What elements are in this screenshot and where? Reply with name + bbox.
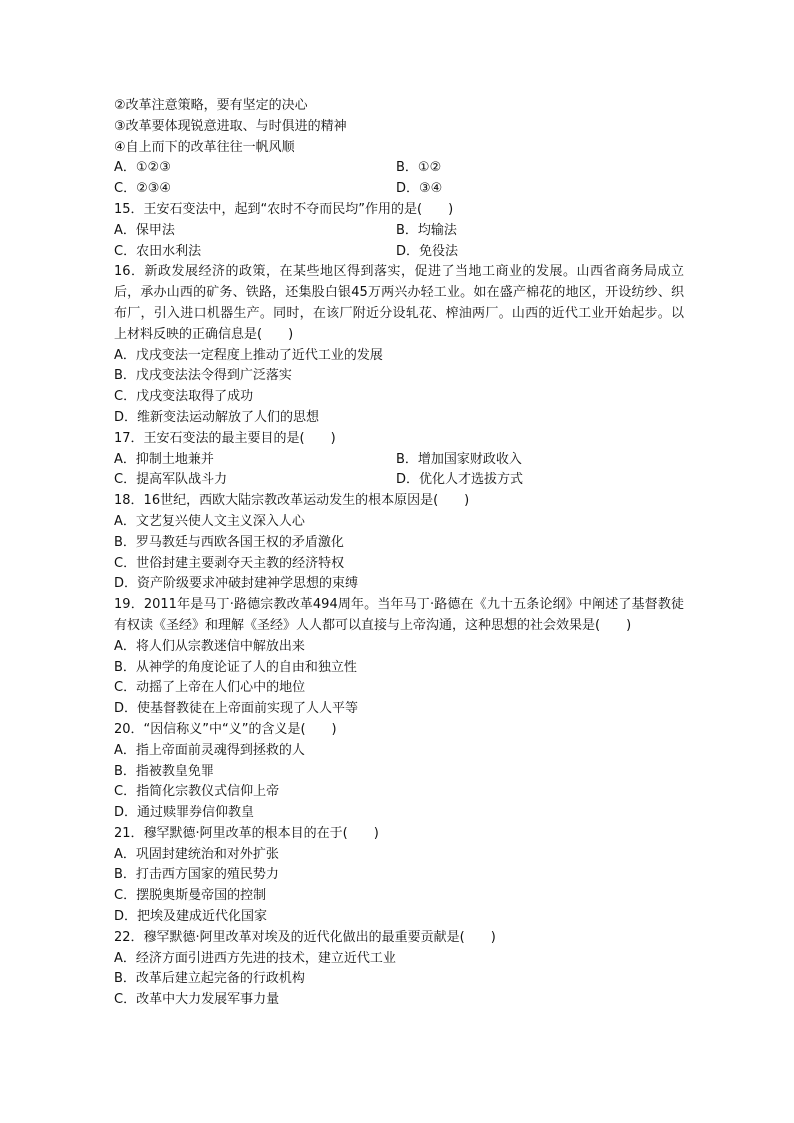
option-b: B．戊戌变法法令得到广泛落实	[114, 368, 292, 384]
option-row	[114, 242, 684, 263]
question-20-stem: 20．“因信称义”中“义”的含义是( )	[114, 721, 337, 737]
question-18-stem: 18．16世纪，西欧大陆宗教改革运动发生的根本原因是( )	[114, 493, 470, 509]
option-d: D．维新变法运动解放了人们的思想	[114, 409, 320, 425]
option-b: B．改革后建立起完备的行政机构	[114, 971, 305, 987]
option-row	[114, 470, 684, 491]
option-row	[114, 450, 684, 471]
option-b: B．①②	[396, 160, 442, 176]
option-c: C．世俗封建主要剥夺天主教的经济特权	[114, 555, 345, 571]
option-d: D．优化人才选拔方式	[396, 472, 524, 488]
option-a: A．戊戌变法一定程度上推动了近代工业的发展	[114, 347, 383, 363]
exam-page	[114, 96, 684, 1011]
option-a: A．将人们从宗教迷信中解放出来	[114, 638, 305, 654]
statement-3: ③改革要体现锐意进取、与时俱进的精神	[114, 118, 347, 134]
question-15-stem: 15．王安石变法中，起到“农时不夺而民均”作用的是( )	[114, 201, 454, 217]
statement-4: ④自上而下的改革往往一帆风顺	[114, 139, 295, 155]
question-16-stem: 16．新政发展经济的政策，在某些地区得到落实，促进了当地工商业的发展。山西省商务局成立后，承办山西的矿务、铁路，还集股白银45万两兴办轻工业。如在盛产棉花的地区，开设纺纱、织布厂，引入进口机器生产。同时，在该厂附近分设轧花、榨油两厂。山西的近代工业开始起步。以上材料反映的正确信息是( )	[114, 264, 684, 342]
statement-2: ②改革注意策略，要有坚定的决心	[114, 98, 308, 113]
option-a: A．①②③	[114, 160, 171, 176]
option-b: B．从神学的角度论证了人的自由和独立性	[114, 659, 357, 675]
option-a: A．文艺复兴使人文主义深入人心	[114, 513, 305, 529]
option-b: B．罗马教廷与西欧各国王权的矛盾激化	[114, 534, 344, 550]
option-d: D．把埃及建成近代化国家	[114, 909, 268, 925]
option-d: D．通过赎罪券信仰教皇	[114, 805, 255, 821]
option-b: B．增加国家财政收入	[396, 451, 522, 467]
option-c: C．农田水利法	[114, 243, 202, 259]
question-22-stem: 22．穆罕默德·阿里改革对埃及的近代化做出的最重要贡献是( )	[114, 929, 496, 945]
option-c: C．改革中大力发展军事力量	[114, 992, 280, 1008]
option-a: A．经济方面引进西方先进的技术，建立近代工业	[114, 950, 396, 966]
option-d: D．③④	[396, 181, 443, 197]
option-d: D．使基督教徒在上帝面前实现了人人平等	[114, 701, 359, 717]
option-c: C．指简化宗教仪式信仰上帝	[114, 784, 280, 800]
question-17-stem: 17．王安石变法的最主要目的是( )	[114, 430, 336, 446]
option-d: D．资产阶级要求冲破封建神学思想的束缚	[114, 576, 359, 592]
option-c: C．动摇了上帝在人们心中的地位	[114, 680, 306, 696]
option-c: C．②③④	[114, 181, 172, 197]
question-21-stem: 21．穆罕默德·阿里改革的根本目的在于( )	[114, 825, 379, 841]
option-b: B．均输法	[396, 222, 457, 238]
option-d: D．免役法	[396, 243, 459, 259]
option-a: A．保甲法	[114, 222, 175, 238]
option-b: B．指被教皇免罪	[114, 763, 214, 779]
option-c: C．提高军队战斗力	[114, 472, 228, 488]
option-a: A．抑制土地兼并	[114, 451, 214, 467]
option-row	[114, 179, 684, 200]
option-c: C．戊戌变法取得了成功	[114, 389, 254, 405]
option-c: C．摆脱奥斯曼帝国的控制	[114, 888, 267, 904]
option-b: B．打击西方国家的殖民势力	[114, 867, 279, 883]
question-19-stem: 19．2011年是马丁·路德宗教改革494周年。当年马丁·路德在《九十五条论纲》中阐述了基督教徒有权读《圣经》和理解《圣经》人人都可以直接与上帝沟通，这种思想的社会效果是( )	[114, 597, 684, 633]
option-row	[114, 221, 684, 242]
option-a: A．巩固封建统治和对外扩张	[114, 846, 279, 862]
option-row	[114, 158, 684, 179]
option-a: A．指上帝面前灵魂得到拯救的人	[114, 742, 305, 758]
